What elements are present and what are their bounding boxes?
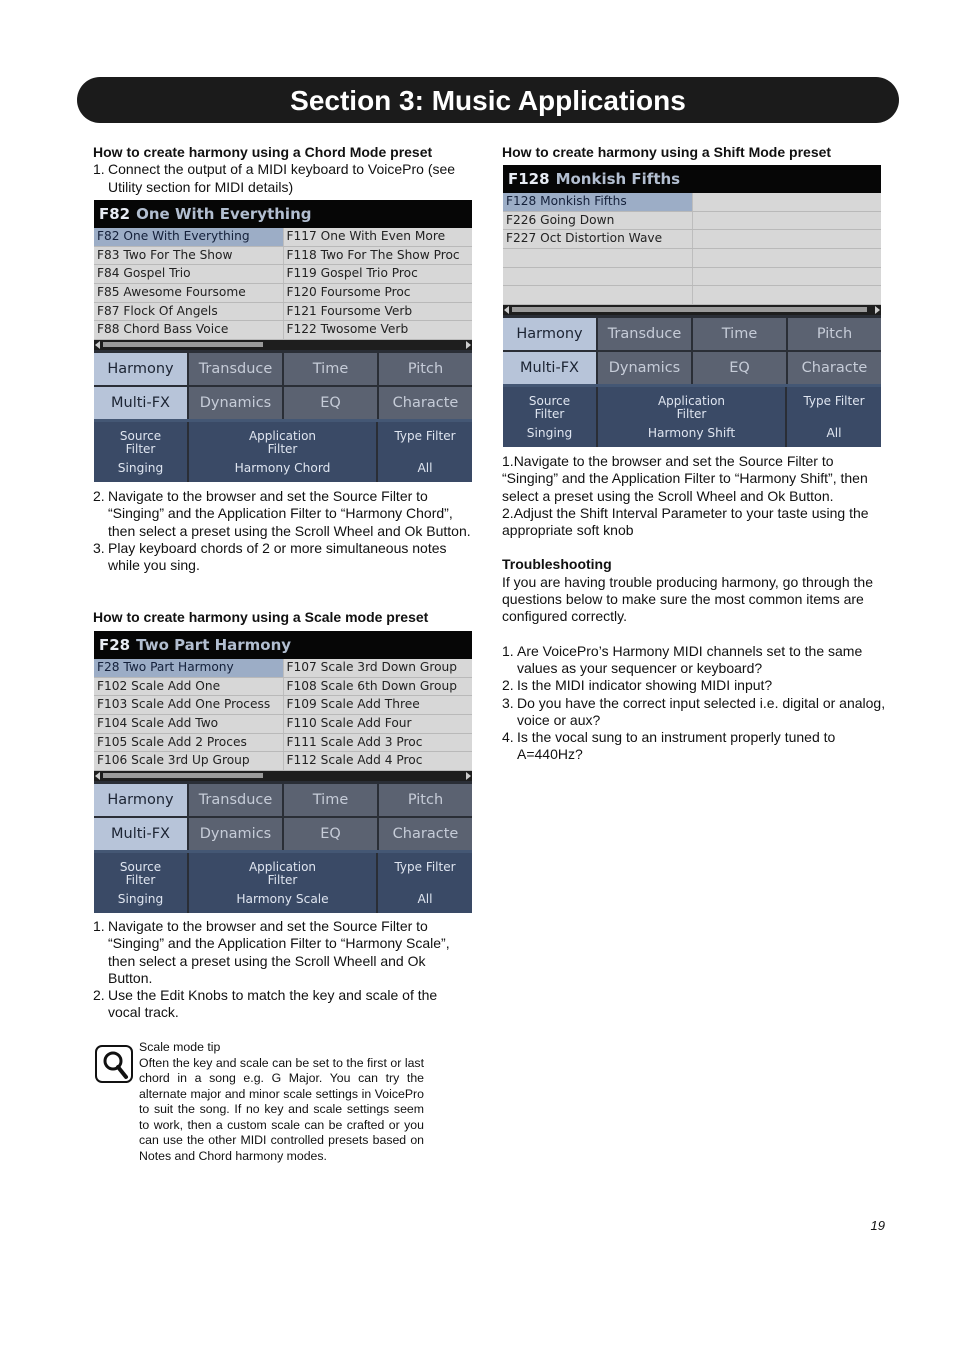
list-item[interactable] [503, 268, 881, 287]
troubleshooting-intro: If you are having trouble producing harmony, go through the questions below to make sure the most common items are configured correctly. [502, 573, 873, 625]
filter-bar [503, 387, 881, 447]
chord-heading: How to create harmony using a Chord Mode preset [93, 144, 433, 160]
list-item[interactable]: F104 Scale Add Two F110 Scale Add Four [94, 715, 472, 734]
list-item[interactable]: F102 Scale Add One F108 Scale 6th Down Group [94, 678, 472, 697]
list-item[interactable]: F227 Oct Distortion Wave [503, 230, 881, 249]
tab-dynamics[interactable]: Dynamics [189, 818, 282, 850]
source-filter[interactable]: Source Filter Singing [117, 429, 164, 476]
shift-heading: How to create harmony using a Shift Mode preset [502, 144, 832, 160]
list-item[interactable] [503, 286, 881, 305]
chord-section-intro [93, 144, 473, 196]
preset-list[interactable] [94, 228, 472, 340]
tab-character[interactable]: Characte [379, 387, 472, 419]
tab-multi-fx[interactable]: Multi-FX [503, 352, 596, 384]
screen-title: F128 Monkish Fifths [503, 165, 881, 193]
scale-steps [93, 918, 473, 1022]
page-number: 19 [870, 1218, 885, 1233]
tab-character[interactable]: Characte [379, 818, 472, 850]
tab-transduce[interactable]: Transduce [189, 353, 282, 385]
shift-preset-screen [503, 165, 881, 447]
tab-time[interactable]: Time [284, 353, 377, 385]
tab-eq[interactable]: EQ [284, 818, 377, 850]
tab-time[interactable]: Time [284, 784, 377, 816]
application-filter[interactable]: Application Filter Harmony Scale [187, 853, 376, 913]
scroll-right-icon[interactable] [875, 306, 880, 314]
list-item[interactable]: F103 Scale Add One Process F109 Scale Add Three [94, 696, 472, 715]
application-filter[interactable]: Application Filter Harmony Shift [596, 387, 785, 447]
type-filter[interactable]: Type Filter All [785, 387, 881, 447]
tip-title: Scale mode tip [139, 1040, 221, 1054]
list-item[interactable]: F226 Going Down [503, 212, 881, 231]
source-filter[interactable]: Source Filter Singing [117, 860, 164, 907]
chord-step-2: 2. Navigate to the browser and set the Source Filter to “Singing” and the Application Filter to “Harmony Chord”, then select a preset using the Scroll Wheel and Ok Button. [93, 488, 471, 539]
tab-dynamics[interactable]: Dynamics [189, 387, 282, 419]
list-item[interactable]: F85 Awesome Foursome F120 Foursome Proc [94, 284, 472, 303]
list-item: 4. Is the vocal sung to an instrument properly tuned to A=440Hz? [502, 729, 836, 763]
tip-body: Often the key and scale can be set to the first or last chord in a song e.g. G Major. You can try the alternate major and minor scale settings in VoicePro to suit the song. If no key and scale settings seem to work, then a custom scale can be crafted or you can use the other MIDI controlled presets based on Notes and Chord harmony modes. [139, 1055, 424, 1163]
tab-pitch[interactable]: Pitch [379, 353, 472, 385]
shift-step-1: 1.Navigate to the browser and set the Source Filter to “Singing” and the Application Filter to “Harmony Shift”, then select a preset using the Scroll Wheel and Ok Button. [502, 453, 868, 504]
scale-step-2: 2. Use the Edit Knobs to match the key and scale of the vocal track. [93, 987, 438, 1021]
chord-step-1: 1. Connect the output of a MIDI keyboard to VoicePro (see Utility section for MIDI details) [93, 161, 456, 195]
tab-character[interactable]: Characte [788, 352, 881, 384]
tab-time[interactable]: Time [693, 318, 786, 350]
shift-steps [502, 453, 888, 764]
scale-step-1: 1. Navigate to the browser and set the Source Filter to “Singing” and the Application Filter to “Harmony Scale”, then select a preset using the Scroll Wheell and Ok Button. [93, 918, 450, 986]
tab-multi-fx[interactable]: Multi-FX [94, 387, 187, 419]
scroll-left-icon[interactable] [95, 772, 100, 780]
shift-step-2: 2.Adjust the Shift Interval Parameter to your taste using the appropriate soft knob [502, 504, 869, 539]
preset-list[interactable] [94, 659, 472, 771]
list-item[interactable]: F106 Scale 3rd Up Group F112 Scale Add 4 Proc [94, 752, 472, 771]
list-item[interactable]: F83 Two For The Show F118 Two For The Show Proc [94, 247, 472, 266]
scale-section-intro [93, 609, 473, 626]
magnifier-icon [95, 1045, 133, 1083]
tab-eq[interactable]: EQ [284, 387, 377, 419]
list-item: 2. Is the MIDI indicator showing MIDI input? [502, 677, 773, 694]
scroll-left-icon[interactable] [95, 341, 100, 349]
screen-title: F82 One With Everything [94, 200, 472, 228]
list-item: 3. Do you have the correct input selected i.e. digital or analog, voice or aux? [502, 694, 886, 728]
scroll-right-icon[interactable] [466, 341, 471, 349]
scroll-thumb[interactable] [512, 307, 867, 312]
tab-pitch[interactable]: Pitch [788, 318, 881, 350]
list-item[interactable]: F28 Two Part Harmony F107 Scale 3rd Down Group [94, 659, 472, 678]
chord-step-3: 3. Play keyboard chords of 2 or more simultaneous notes while you sing. [93, 539, 447, 574]
source-filter[interactable]: Source Filter Singing [526, 394, 573, 441]
list-item: 1. Are VoicePro’s Harmony MIDI channels set to the same values as your sequencer or keyboard? [502, 642, 863, 676]
filter-bar [94, 853, 472, 913]
horizontal-scrollbar[interactable] [94, 771, 472, 781]
category-tabs [503, 315, 881, 384]
scale-heading: How to create harmony using a Scale mode preset [93, 609, 429, 625]
tab-eq[interactable]: EQ [693, 352, 786, 384]
list-item[interactable]: F128 Monkish Fifths [503, 193, 881, 212]
type-filter[interactable]: Type Filter All [376, 853, 472, 913]
horizontal-scrollbar[interactable] [94, 340, 472, 350]
tab-transduce[interactable]: Transduce [598, 318, 691, 350]
shift-section-intro [502, 144, 886, 161]
scroll-left-icon[interactable] [504, 306, 509, 314]
list-item[interactable]: F88 Chord Bass Voice F122 Twosome Verb [94, 321, 472, 340]
scale-preset-screen [94, 631, 472, 913]
scroll-thumb[interactable] [103, 773, 263, 778]
tab-pitch[interactable]: Pitch [379, 784, 472, 816]
type-filter[interactable]: Type Filter All [376, 422, 472, 482]
category-tabs [94, 781, 472, 850]
list-item[interactable]: F87 Flock Of Angels F121 Foursome Verb [94, 303, 472, 322]
application-filter[interactable]: Application Filter Harmony Chord [187, 422, 376, 482]
tab-dynamics[interactable]: Dynamics [598, 352, 691, 384]
chord-preset-screen [94, 200, 472, 482]
scale-mode-tip [139, 1040, 424, 1164]
tab-harmony[interactable]: Harmony [503, 318, 596, 350]
tab-harmony[interactable]: Harmony [94, 784, 187, 816]
preset-list[interactable] [503, 193, 881, 305]
tab-transduce[interactable]: Transduce [189, 784, 282, 816]
list-item[interactable]: F84 Gospel Trio F119 Gospel Trio Proc [94, 265, 472, 284]
list-item[interactable]: F105 Scale Add 2 Proces F111 Scale Add 3 Proc [94, 734, 472, 753]
list-item[interactable] [503, 249, 881, 268]
filter-bar [94, 422, 472, 482]
horizontal-scrollbar[interactable] [503, 305, 881, 315]
category-tabs [94, 350, 472, 419]
chord-steps [93, 488, 473, 574]
scroll-right-icon[interactable] [466, 772, 471, 780]
screen-title: F28 Two Part Harmony [94, 631, 472, 659]
troubleshooting-heading: Troubleshooting [502, 556, 612, 573]
section-banner: Section 3: Music Applications [77, 77, 899, 123]
list-item[interactable]: F82 One With Everything F117 One With Even More [94, 228, 472, 247]
troubleshooting-list [502, 643, 888, 764]
tab-harmony[interactable]: Harmony [94, 353, 187, 385]
scroll-thumb[interactable] [103, 342, 263, 347]
tab-multi-fx[interactable]: Multi-FX [94, 818, 187, 850]
